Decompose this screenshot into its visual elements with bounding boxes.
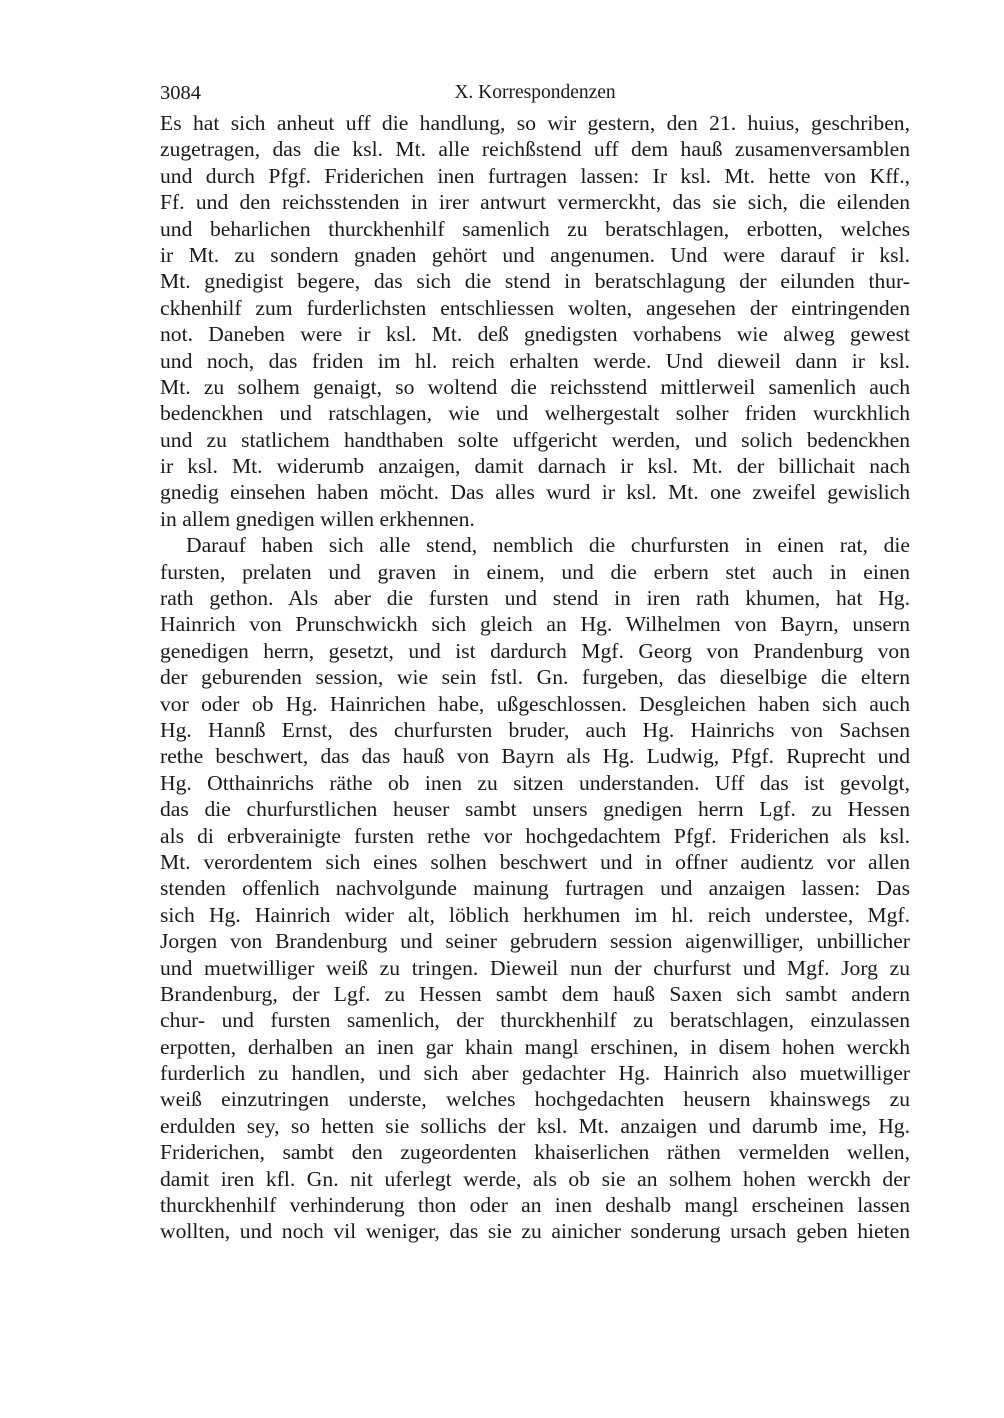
text-line: der geburenden session, wie sein fstl. Gn. furgeben, das dieselbige die eltern (160, 665, 910, 690)
text-line: gnedig einsehen haben möcht. Das alles wurd ir ksl. Mt. one zweifel gewislich (160, 480, 910, 505)
text-line: not. Daneben were ir ksl. Mt. deß gnedigsten vorhabens wie alweg gewest (160, 322, 910, 347)
text-line: das die churfurstlichen heuser sambt unsers gnedigen herrn Lgf. zu Hessen (160, 797, 910, 822)
text-line: Es hat sich anheut uff die handlung, so wir gestern, den 21. huius, geschriben, (160, 111, 910, 135)
page-number: 3084 (160, 82, 201, 104)
text-line: und muetwilliger weiß zu tringen. Dieweil nun der churfurst und Mgf. Jorg zu (160, 955, 910, 980)
text-line: chur- und fursten samenlich, der thurckhenhilf zu beratschlagen, einzulassen (160, 1008, 910, 1033)
text-line: thurckhenhilf verhinderung thon oder an inen deshalb mangl erscheinen lassen (160, 1193, 910, 1218)
text-line: und zu statlichem handthaben solte uffgericht werden, und solich bedenckhen (160, 427, 910, 452)
text-line: rath gethon. Als aber die fursten und stend in iren rath khumen, hat Hg. (160, 586, 910, 611)
text-line: genedigen herrn, gesetzt, und ist dardurch Mgf. Georg von Prandenburg von (160, 638, 910, 663)
running-head: X. Korrespondenzen (454, 82, 616, 103)
text-line: Mt. zu solhem genaigt, so woltend die reichsstend mittlerweil samenlich auch (160, 374, 910, 399)
text-line: fursten, prelaten und graven in einem, und die erbern stet auch in einen (160, 559, 910, 584)
text-line: zugetragen, das die ksl. Mt. alle reichßstend uff dem hauß zusamenversamblen (160, 137, 910, 162)
text-line: Jorgen von Brandenburg und seiner gebrudern session aigenwilliger, unbillicher (160, 929, 910, 954)
text-line: und noch, das friden im hl. reich erhalten werde. Und dieweil dann ir ksl. (160, 348, 910, 373)
text-line: Mt. gnedigist begere, das sich die stend in beratschlagung der eilunden thur- (160, 269, 910, 294)
text-line: Brandenburg, der Lgf. zu Hessen sambt dem hauß Saxen sich sambt andern (160, 981, 910, 1006)
text-line: Friderichen, sambt den zugeordenten khaiserlichen räthen vermelden wellen, (160, 1140, 910, 1165)
text-line: Hg. Hannß Ernst, des churfursten bruder, auch Hg. Hainrichs von Sachsen (160, 717, 910, 742)
text-line: Hainrich von Prunschwickh sich gleich an Hg. Wilhelmen von Bayrn, unsern (160, 612, 910, 637)
text-line: furderlich zu handlen, und sich aber gedachter Hg. Hainrich also muetwilliger (160, 1061, 910, 1086)
text-line: stenden offenlich nachvolgunde mainung furtragen und anzaigen lassen: Das (160, 876, 910, 901)
text-line: sich Hg. Hainrich wider alt, löblich herkhumen im hl. reich understee, Mgf. (160, 902, 910, 927)
text-line: erdulden sey, so hetten sie sollichs der ksl. Mt. anzaigen und darumb ime, Hg. (160, 1113, 910, 1138)
text-line: weiß einzutringen underste, welches hochgedachten heusern khainswegs zu (160, 1087, 910, 1112)
text-line: Ff. und den reichsstenden in irer antwurt vermerckht, das sie sich, die eilenden (160, 190, 910, 215)
text-line: und beharlichen thurckhenhilf samenlich zu beratschlagen, erbotten, welches (160, 216, 910, 241)
text-line: ir ksl. Mt. widerumb anzaigen, damit darnach ir ksl. Mt. der billichait nach (160, 454, 910, 479)
text-line: als di erbverainigte fursten rethe vor hochgedachtem Pfgf. Friderichen als ksl. (160, 823, 910, 848)
text-line: Darauf haben sich alle stend, nemblich die churfursten in einen rat, die (186, 533, 910, 558)
text-line: bedenckhen und ratschlagen, wie und welhergestalt solher friden wurckhlich (160, 401, 910, 426)
page (160, 78, 910, 1245)
text-line: in allem gnedigen willen erkhennen. (160, 506, 475, 531)
text-line: damit iren kfl. Gn. nit uferlegt werde, als ob sie an solhem hohen werckh der (160, 1166, 910, 1191)
text-line: ckhenhilf zum furderlichsten entschliessen wolten, angesehen der eintringenden (160, 295, 910, 320)
text-line: und durch Pfgf. Friderichen inen furtragen lassen: Ir ksl. Mt. hette von Kff., (160, 163, 910, 188)
text-line: Hg. Otthainrichs räthe ob inen zu sitzen understanden. Uff das ist gevolgt, (160, 770, 910, 795)
text-line: ir Mt. zu sondern gnaden gehört und angenumen. Und were darauf ir ksl. (160, 242, 910, 267)
text-line: rethe beschwert, das das hauß von Bayrn als Hg. Ludwig, Pfgf. Ruprecht und (160, 744, 910, 769)
text-line: wollten, und noch vil weniger, das sie zu ainicher sonderung ursach geben hieten (160, 1219, 910, 1244)
text-line: erpotten, derhalben an inen gar khain mangl erschinen, in disem hohen werckh (160, 1034, 910, 1059)
text-line: vor oder ob Hg. Hainrichen habe, ußgeschlossen. Desgleichen haben sich auch (160, 691, 910, 716)
body-text (160, 110, 910, 1245)
page-header (160, 78, 910, 108)
text-line: Mt. verordentem sich eines solhen beschwert und in offner audientz vor allen (160, 849, 910, 874)
